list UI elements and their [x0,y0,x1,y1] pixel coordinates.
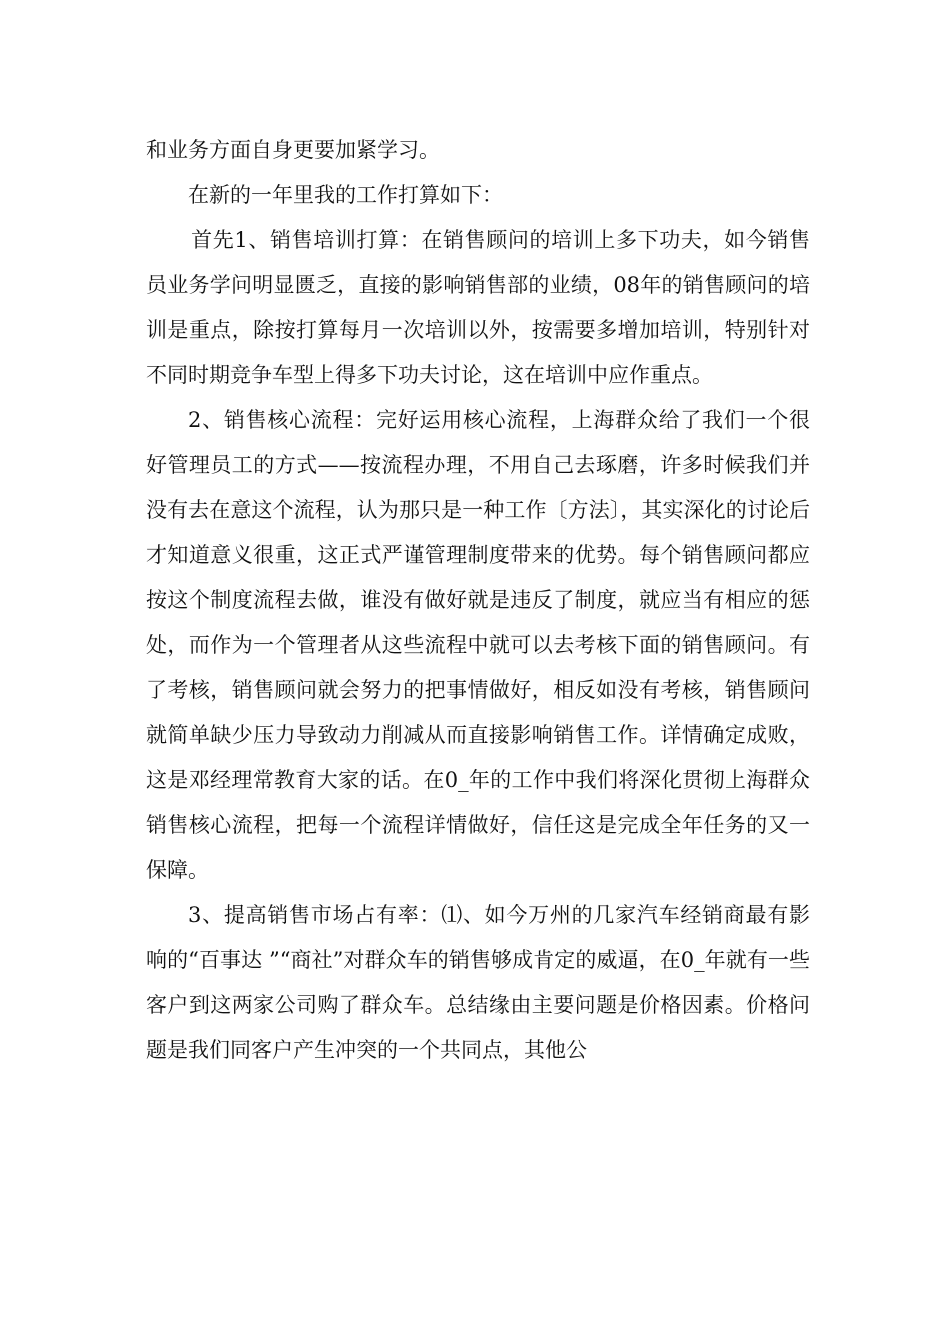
paragraph-market-share: 3、提高销售市场占有率：⑴、如今万州的几家汽车经销商最有影响的“百事达 ”“商社”对群众车的销售够成肯定的威逼，在0_年就有一些客户到这两家公司购了群众车。总结缘由主要问题是价格因素。价格问题是我们同客户产生冲突的一个共同点，其他公 [146,903,810,1062]
paragraph-core-process: 2、销售核心流程：完好运用核心流程，上海群众给了我们一个很好管理员工的方式——按流程办理，不用自己去琢磨，许多时候我们并没有去在意这个流程，认为那只是一种工作〔方法〕，其实深化的讨论后才知道意义很重，这正式严谨管理制度带来的优势。每个销售顾问都应按这个制度流程去做，谁没有做好就是违反了制度，就应当有相应的惩处，而作为一个管理者从这些流程中就可以去考核下面的销售顾问。有了考核，销售顾问就会努力的把事情做好，相反如没有考核，销售顾问就简单缺少压力导致动力削减从而直接影响销售工作。详情确定成败，这是邓经理常教育大家的话。在0_年的工作中我们将深化贯彻上海群众销售核心流程，把每一个流程详情做好，信任这是完成全年任务的又一保障。 [146,408,810,882]
paragraph-continuation: 和业务方面自身更要加紧学习。 [146,138,440,162]
document-body [146,128,810,1073]
paragraph-sales-training: 首先1、销售培训打算：在销售顾问的培训上多下功夫，如今销售员业务学问明显匮乏，直接的影响销售部的业绩，08年的销售顾问的培训是重点，除按打算每月一次培训以外，按需要多增加培训，特别针对不同时期竞争车型上得多下功夫讨论，这在培训中应作重点。 [146,228,810,387]
paragraph-work-plan-intro: 在新的一年里我的工作打算如下： [188,183,503,207]
